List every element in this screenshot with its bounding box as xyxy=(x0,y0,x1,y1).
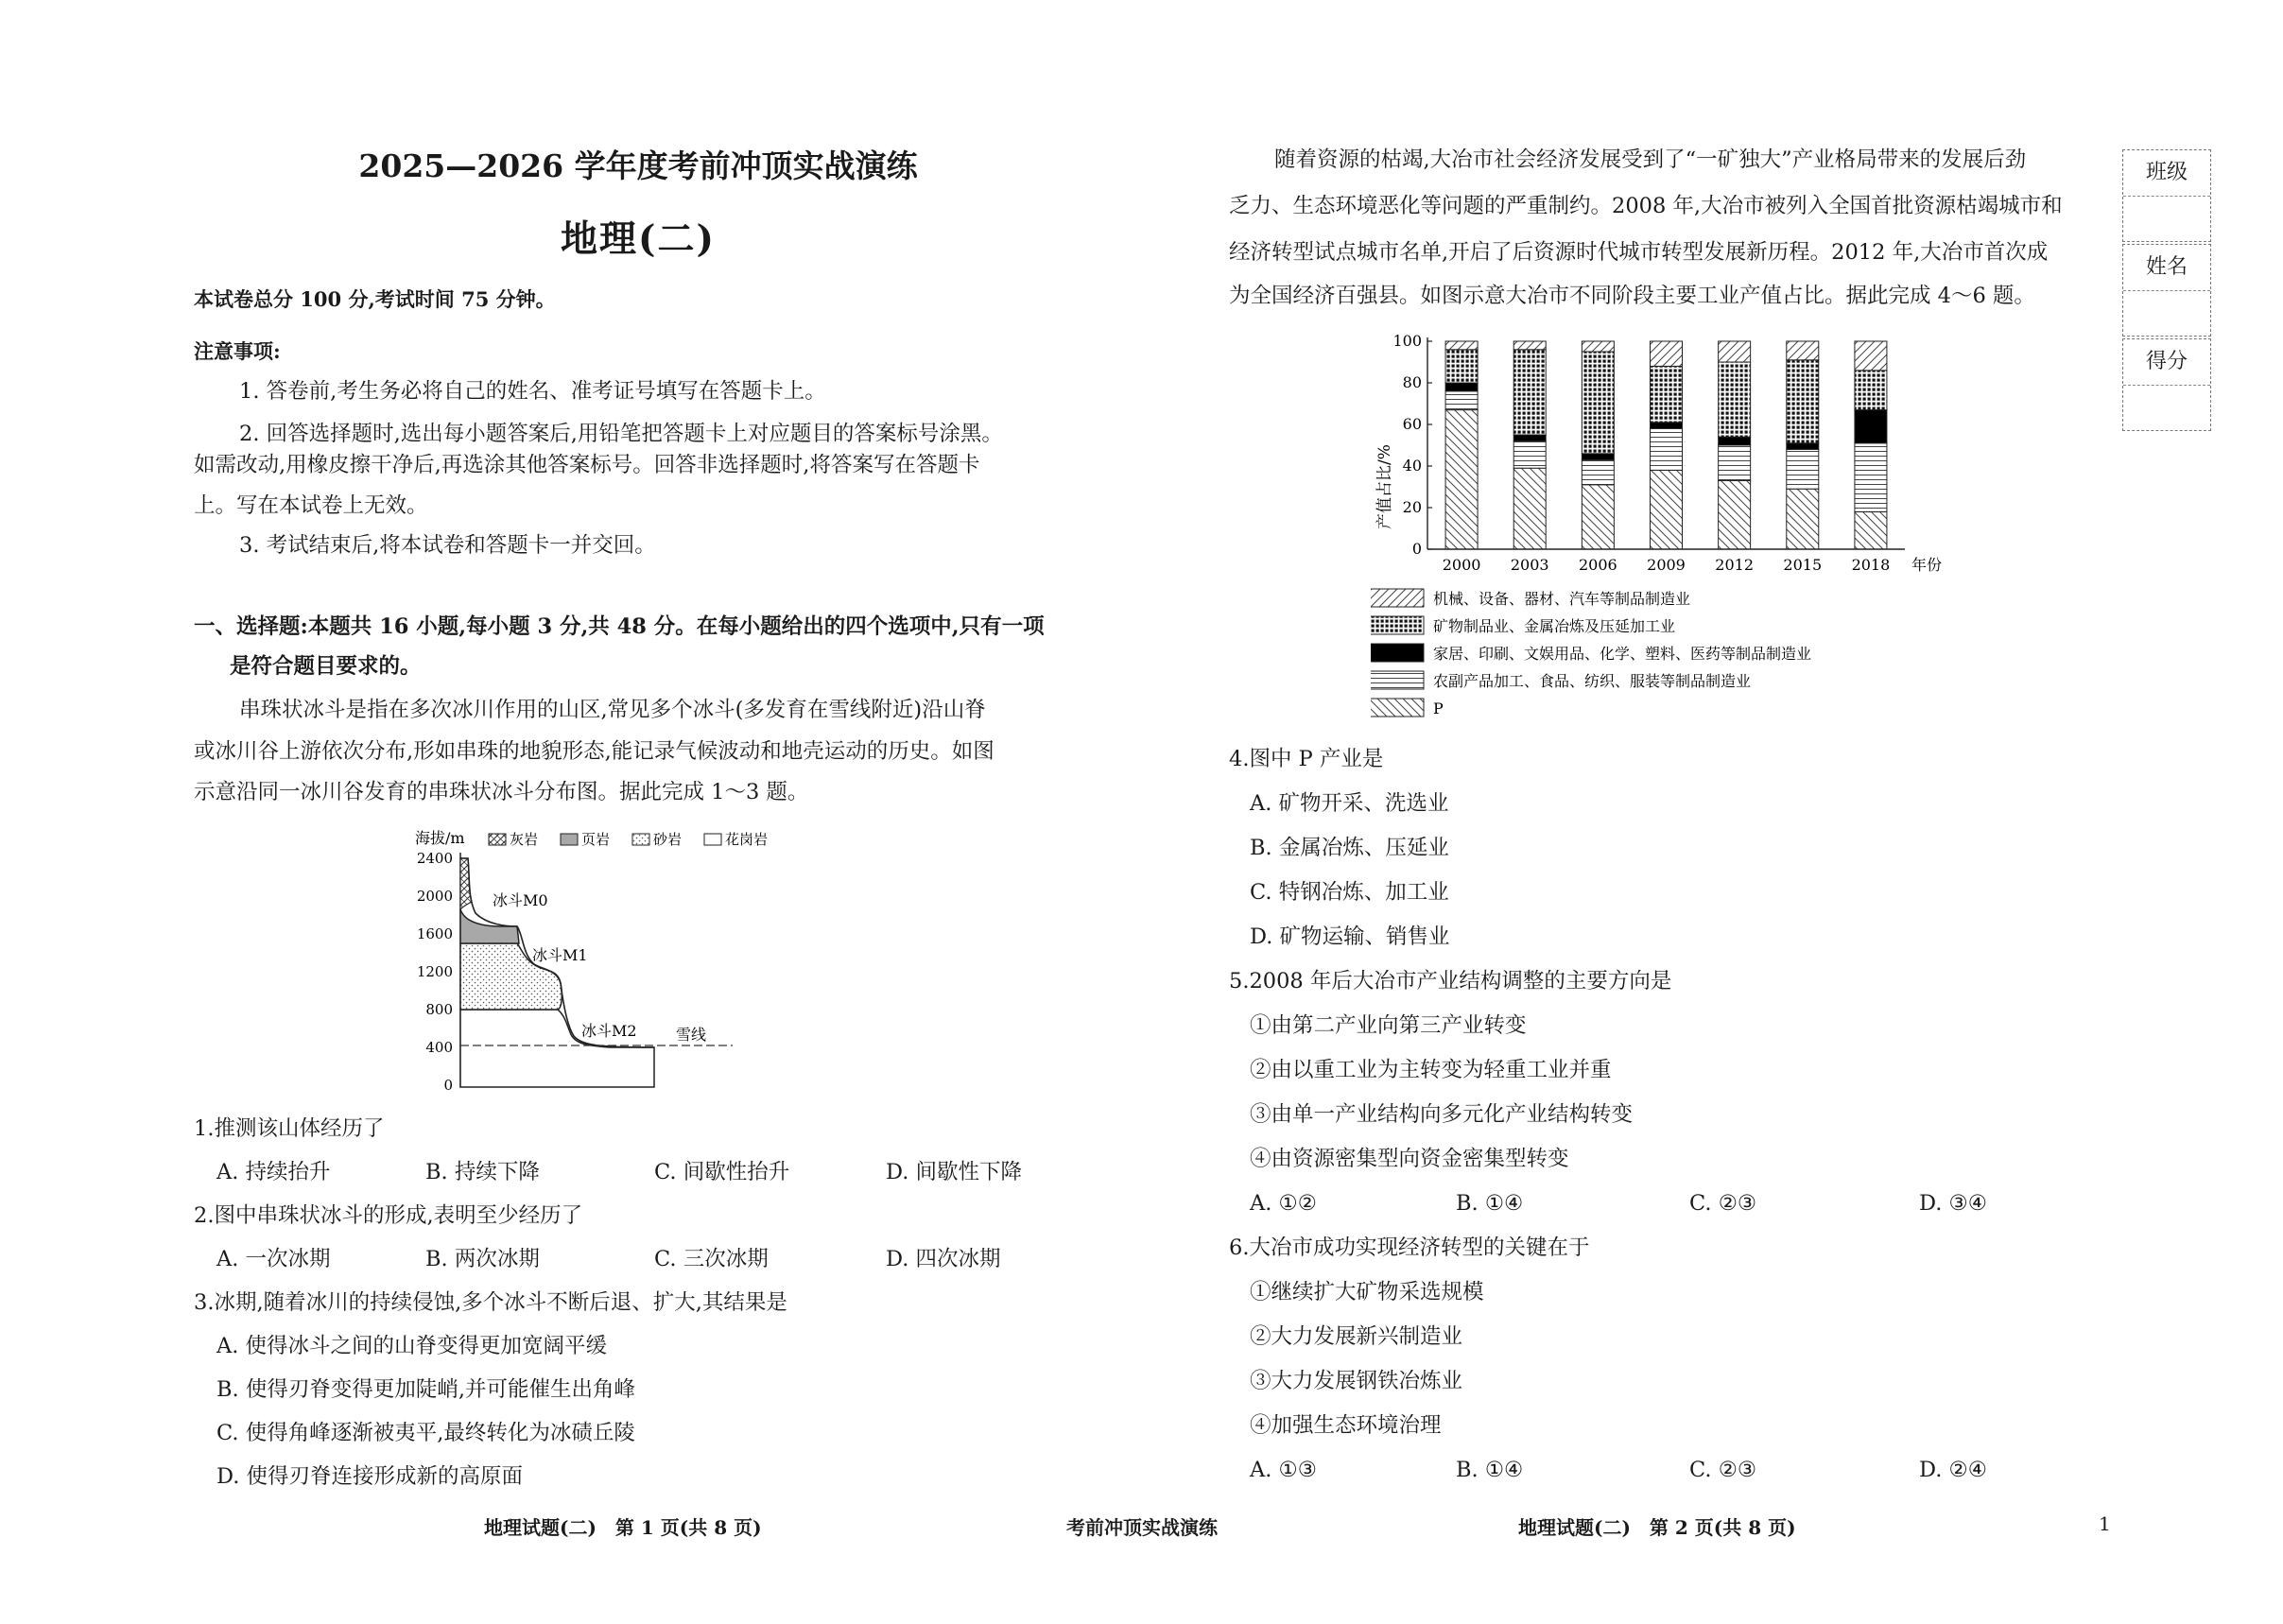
altitude-tick: 800 xyxy=(425,1001,453,1018)
q2-option-c[interactable]: C. 三次冰期 xyxy=(654,1247,769,1271)
q6-option-c[interactable]: C. ②③ xyxy=(1689,1458,1757,1482)
question-4-stem: 4.图中 P 产业是 xyxy=(1229,747,1384,771)
bar-segment xyxy=(1445,391,1478,410)
q6-option-a[interactable]: A. ①③ xyxy=(1250,1458,1317,1482)
passage2-line: 乏力、生态环境恶化等问题的严重制约。2008 年,大冶市被列入全国首批资源枯竭城市和 xyxy=(1229,194,2063,218)
q6-statement: ④加强生态环境治理 xyxy=(1250,1413,1442,1438)
q6-statement: ②大力发展新兴制造业 xyxy=(1250,1324,1463,1349)
q5-statement: ③由单一产业结构向多元化产业结构转变 xyxy=(1250,1102,1634,1127)
class-label: 班级 xyxy=(2123,150,2210,197)
legend-swatch xyxy=(1371,644,1424,662)
section-heading-cont: 是符合题目要求的。 xyxy=(230,654,422,679)
legend-label: 矿物制品业、金属冶炼及压延加工业 xyxy=(1433,617,1676,635)
bar-segment xyxy=(1855,410,1887,443)
q5-option-a[interactable]: A. ①② xyxy=(1250,1191,1317,1216)
exam-title: 2025—2026 学年度考前冲顶实战演练 xyxy=(358,147,918,184)
legend-swatch xyxy=(1371,699,1424,717)
cirque-m1-label: 冰斗M1 xyxy=(532,946,588,964)
question-5-stem: 5.2008 年后大冶市产业结构调整的主要方向是 xyxy=(1229,969,1672,993)
bar-segment xyxy=(1651,428,1683,470)
bar-segment xyxy=(1787,341,1819,360)
q1-option-d[interactable]: D. 间歇性下降 xyxy=(886,1160,1023,1184)
passage2-line: 经济转型试点城市名单,开启了后资源时代城市转型发展新历程。2012 年,大冶市首次成 xyxy=(1229,240,2049,265)
class-box[interactable] xyxy=(2122,149,2211,242)
bar-segment xyxy=(1445,350,1478,383)
legend-shale: 页岩 xyxy=(581,831,611,848)
bar-segment xyxy=(1513,435,1546,441)
footer-left: 地理试题(二) 第 1 页(共 8 页) xyxy=(484,1516,762,1539)
passage1-line: 串珠状冰斗是指在多次冰川作用的山区,常见多个冰斗(多发育在雪线附近)沿山脊 xyxy=(239,698,986,722)
q5-statement: ①由第二产业向第三产业转变 xyxy=(1250,1013,1527,1038)
score-label: 得分 xyxy=(2123,339,2210,386)
bar-segment xyxy=(1855,341,1887,371)
legend-label: 机械、设备、器材、汽车等制品制造业 xyxy=(1433,590,1691,608)
footer-right: 地理试题(二) 第 2 页(共 8 页) xyxy=(1518,1516,1796,1539)
bar-segment xyxy=(1855,511,1887,549)
bar-segment xyxy=(1513,341,1546,350)
industry-share-chart xyxy=(1371,326,2089,723)
bar-segment xyxy=(1582,459,1614,484)
legend-label: 农副产品加工、食品、纺织、服装等制品制造业 xyxy=(1433,672,1752,690)
cirque-m2-label: 冰斗M2 xyxy=(581,1022,637,1040)
y-tick-label: 100 xyxy=(1392,332,1422,350)
cirque-m0-label: 冰斗M0 xyxy=(493,891,548,909)
bar-segment xyxy=(1855,443,1887,512)
altitude-tick: 0 xyxy=(443,1077,453,1094)
bar-segment xyxy=(1787,449,1819,489)
q3-option-c[interactable]: C. 使得角峰逐渐被夷平,最终转化为冰碛丘陵 xyxy=(216,1421,635,1445)
q4-option-d[interactable]: D. 矿物运输、销售业 xyxy=(1250,924,1450,949)
x-tick-label: 2003 xyxy=(1510,556,1549,574)
q3-option-b[interactable]: B. 使得刃脊变得更加陡峭,并可能催生出角峰 xyxy=(216,1377,635,1402)
question-6-stem: 6.大冶市成功实现经济转型的关键在于 xyxy=(1229,1235,1590,1260)
legend-swatch xyxy=(1371,671,1424,689)
question-2-stem: 2.图中串珠状冰斗的形成,表明至少经历了 xyxy=(194,1203,583,1228)
question-1-stem: 1.推测该山体经历了 xyxy=(194,1116,385,1141)
chart-ylabel: 产值占比/% xyxy=(1375,444,1394,529)
legend-granite: 花岗岩 xyxy=(725,831,769,848)
bar-segment xyxy=(1582,352,1614,454)
passage1-line: 或冰川谷上游依次分布,形如串珠的地貌形态,能记录气候波动和地壳运动的历史。如图 xyxy=(194,739,994,764)
bar-segment xyxy=(1582,454,1614,460)
notice-item-2-end: 上。写在本试卷上无效。 xyxy=(194,493,428,518)
bar-segment xyxy=(1651,423,1683,429)
legend-limestone: 灰岩 xyxy=(510,831,539,848)
q5-option-d[interactable]: D. ③④ xyxy=(1919,1191,1987,1216)
bar-segment xyxy=(1651,470,1683,549)
cirque-profile-figure xyxy=(411,822,865,1106)
notice-item-3: 3. 考试结束后,将本试卷和答题卡一并交回。 xyxy=(239,533,656,558)
y-tick-label: 80 xyxy=(1402,373,1422,391)
bar-segment xyxy=(1855,371,1887,410)
bar-segment xyxy=(1445,341,1478,350)
x-tick-label: 2015 xyxy=(1783,556,1823,574)
y-tick-label: 40 xyxy=(1402,457,1422,475)
q5-option-b[interactable]: B. ①④ xyxy=(1456,1191,1524,1216)
legend-swatch xyxy=(1371,589,1424,607)
altitude-axis-label: 海拔/m xyxy=(415,829,465,847)
bar-segment xyxy=(1445,410,1478,549)
footer-center: 考前冲顶实战演练 xyxy=(1066,1516,1218,1539)
passage2-line: 随着资源的枯竭,大冶市社会经济发展受到了“一矿独大”产业格局带来的发展后劲 xyxy=(1274,147,2027,172)
y-tick-label: 60 xyxy=(1402,415,1422,433)
q6-statement: ③大力发展钢铁冶炼业 xyxy=(1250,1369,1463,1393)
bar-segment xyxy=(1787,443,1819,450)
q4-option-a[interactable]: A. 矿物开采、洗选业 xyxy=(1250,791,1449,816)
bar-segment xyxy=(1719,341,1751,362)
bar-segment xyxy=(1651,341,1683,366)
x-tick-label: 2006 xyxy=(1578,556,1617,574)
bar-segment xyxy=(1787,489,1819,549)
bar-segment xyxy=(1651,366,1683,422)
subject-title: 地理(二) xyxy=(561,217,716,261)
bar-segment xyxy=(1445,383,1478,391)
q4-option-b[interactable]: B. 金属冶炼、压延业 xyxy=(1250,836,1449,860)
page-number: 1 xyxy=(2099,1512,2111,1535)
q1-option-a[interactable]: A. 持续抬升 xyxy=(216,1160,331,1184)
y-tick-label: 20 xyxy=(1402,498,1422,516)
x-tick-label: 2000 xyxy=(1442,556,1481,574)
bar-segment xyxy=(1582,341,1614,352)
y-tick-label: 0 xyxy=(1411,540,1422,558)
passage1-line: 示意沿同一冰川谷发育的串珠状冰斗分布图。据此完成 1～3 题。 xyxy=(194,780,809,804)
q1-option-b[interactable]: B. 持续下降 xyxy=(425,1160,540,1184)
section-heading: 一、选择题:本题共 16 小题,每小题 3 分,共 48 分。在每小题给出的四个选项中,只有一项 xyxy=(194,614,1045,639)
q2-option-b[interactable]: B. 两次冰期 xyxy=(425,1247,540,1271)
name-box[interactable] xyxy=(2122,244,2211,337)
q5-statement: ②由以重工业为主转变为轻重工业并重 xyxy=(1250,1058,1612,1082)
bar-segment xyxy=(1513,350,1546,435)
altitude-tick: 2400 xyxy=(416,850,453,867)
bar-segment xyxy=(1787,360,1819,443)
legend-swatch xyxy=(1371,616,1424,634)
q6-statement: ①继续扩大矿物采选规模 xyxy=(1250,1280,1484,1304)
legend-label: P xyxy=(1433,700,1444,717)
altitude-tick: 400 xyxy=(425,1039,453,1056)
question-3-stem: 3.冰期,随着冰川的持续侵蚀,多个冰斗不断后退、扩大,其结果是 xyxy=(194,1290,787,1315)
bar-segment xyxy=(1582,485,1614,549)
notice-item-2: 2. 回答选择题时,选出每小题答案后,用铅笔把答题卡上对应题目的答案标号涂黑。 xyxy=(239,422,1003,446)
legend-label: 家居、印刷、文娱用品、化学、塑料、医药等制品制造业 xyxy=(1433,645,1812,663)
q2-option-d[interactable]: D. 四次冰期 xyxy=(886,1247,1001,1271)
q1-option-c[interactable]: C. 间歇性抬升 xyxy=(654,1160,790,1184)
snow-line-label: 雪线 xyxy=(676,1026,707,1044)
score-box[interactable] xyxy=(2122,338,2211,431)
legend-sandstone: 砂岩 xyxy=(653,831,683,848)
q6-option-d[interactable]: D. ②④ xyxy=(1919,1458,1987,1482)
name-label: 姓名 xyxy=(2123,245,2210,291)
notice-item-1: 1. 答卷前,考生务必将自己的姓名、准考证号填写在答题卡上。 xyxy=(239,379,826,404)
bar-segment xyxy=(1513,441,1546,469)
q3-option-a[interactable]: A. 使得冰斗之间的山脊变得更加宽阔平缓 xyxy=(216,1334,608,1358)
notice-title: 注意事项: xyxy=(194,339,281,363)
chart-xlabel: 年份 xyxy=(1911,556,1943,574)
q4-option-c[interactable]: C. 特钢冶炼、加工业 xyxy=(1250,880,1449,905)
q5-statement: ④由资源密集型向资金密集型转变 xyxy=(1250,1147,1569,1171)
bar-segment xyxy=(1719,362,1751,437)
q2-option-a[interactable]: A. 一次冰期 xyxy=(216,1247,331,1271)
altitude-tick: 1600 xyxy=(416,925,453,942)
bar-segment xyxy=(1719,480,1751,549)
x-tick-label: 2012 xyxy=(1715,556,1755,574)
notice-item-2-cont: 如需改动,用橡皮擦干净后,再选涂其他答案标号。回答非选择题时,将答案写在答题卡 xyxy=(194,453,980,477)
bar-segment xyxy=(1719,437,1751,445)
q6-option-b[interactable]: B. ①④ xyxy=(1456,1458,1524,1482)
x-tick-label: 2009 xyxy=(1647,556,1686,574)
altitude-tick: 1200 xyxy=(416,963,453,980)
bar-segment xyxy=(1719,445,1751,480)
altitude-tick: 2000 xyxy=(416,888,453,905)
exam-info: 本试卷总分 100 分,考试时间 75 分钟。 xyxy=(194,287,556,311)
x-tick-label: 2018 xyxy=(1851,556,1891,574)
q3-option-d[interactable]: D. 使得刃脊连接形成新的高原面 xyxy=(216,1464,524,1489)
q5-option-c[interactable]: C. ②③ xyxy=(1689,1191,1757,1216)
passage2-line: 为全国经济百强县。如图示意大冶市不同阶段主要工业产值占比。据此完成 4～6 题。 xyxy=(1229,284,2035,308)
bar-segment xyxy=(1513,468,1546,549)
